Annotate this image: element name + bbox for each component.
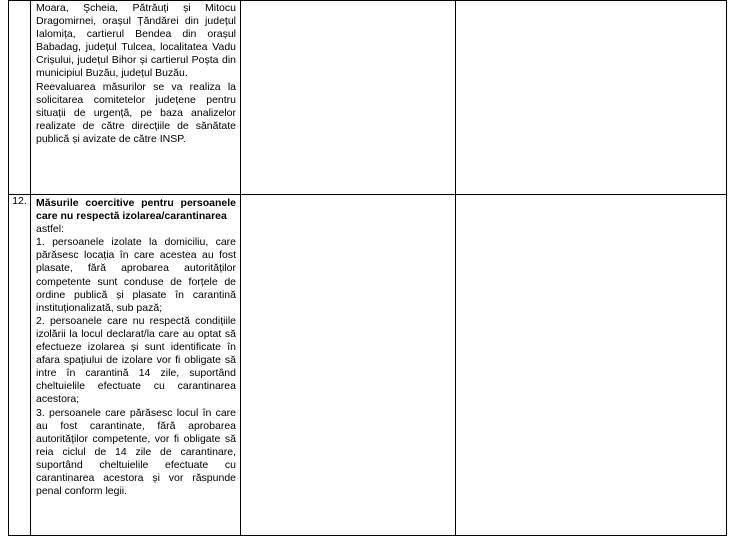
table-row (9, 195, 727, 536)
measure-item: 1. persoanele izolate la domiciliu, care părăsesc locația în care acestea au fost plasate, fără aprobarea autorităților competente sunt conduse de forțele de ordine publică și plasate în carantină instituționalizată, sub pază; (36, 236, 236, 314)
row-number: 12. (12, 195, 27, 207)
table-row (9, 1, 727, 195)
measure-item: 2. persoanele care nu respectă condițiile izolării la locul declarat/la care au optat să efectueze izolarea și sunt identificate în afara spațiului de izolare vor fi obligate să intre în carantină 14 zile, suportând cheltuielile efectuate cu carantinarea acestora; (36, 314, 236, 406)
measure-paragraph: Moara, Şcheia, Pătrăuți și Mitocu Dragomirnei, orașul Țăndărei din județul Ialomița, cartierul Bendea din orașul Babadag, județul Tulcea, localitatea Vadu Crișului, județul Bihor și cartierul Poșta din municipiul Buzău, județul Buzău. (36, 2, 236, 80)
measure-text-cell (31, 195, 241, 536)
row-number-cell (9, 1, 31, 195)
measure-intro: astfel: (36, 223, 65, 236)
measure-heading: Măsurile coercitive pentru persoanele care nu respectă izolarea/carantinarea (36, 197, 236, 223)
empty-cell (456, 195, 727, 536)
empty-cell (241, 1, 456, 195)
measures-table (8, 0, 727, 536)
measure-paragraph: Reevaluarea măsurilor se va realiza la solicitarea comitetelor județene pentru situații de urgență, pe baza analizelor realizate de către direcțiile de sănătate publică și avizate de către INSP. (36, 80, 236, 145)
measure-item: 3. persoanele care părăsesc locul în care au fost carantinate, fără aprobarea autorităților competente, vor fi obligate să reia ciclul de 14 zile de carantinare, suportând cheltuielile efectuate cu carantinarea acestora și vor răspunde penal conform legii. (36, 406, 236, 498)
empty-cell (241, 195, 456, 536)
empty-cell (456, 1, 727, 195)
row-number-cell (9, 195, 31, 536)
measure-text-cell (31, 1, 241, 195)
